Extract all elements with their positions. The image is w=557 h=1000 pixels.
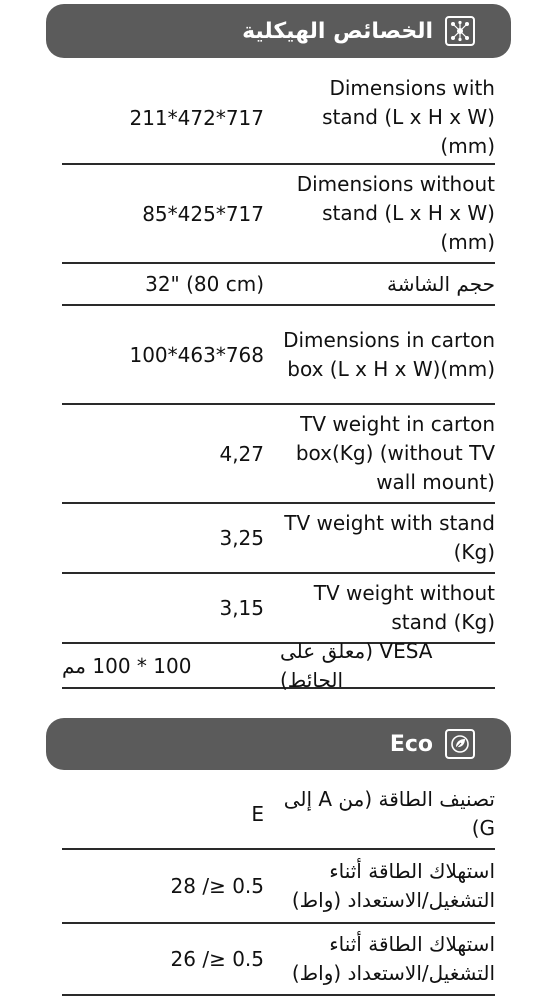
- spec-value: 32" (80 cm): [145, 272, 264, 296]
- spec-label: VESA (معلق على الحائط): [280, 638, 433, 692]
- spec-label: استهلاك الطاقة أثناء التشغيل/الاستعداد (واط): [291, 859, 495, 912]
- eco-title: Eco: [389, 731, 433, 757]
- spec-label: TV weight in carton box(Kg) (without TV wall mount): [295, 412, 495, 494]
- spec-value: 3,15: [219, 596, 264, 620]
- spec-label: تصنيف الطاقة (من A إلى G): [283, 787, 495, 840]
- spec-value: 211*472*717: [129, 105, 264, 130]
- spec-label: TV weight with stand (Kg): [284, 511, 495, 564]
- spec-row: [62, 72, 495, 165]
- spec-value: 4,27: [219, 441, 264, 466]
- spec-value: 26 /≥ 0.5: [170, 947, 264, 971]
- spec-row: [62, 850, 495, 924]
- spec-row: [62, 924, 495, 996]
- spec-value: 28 /≥ 0.5: [170, 874, 264, 898]
- spec-value: 100*463*768: [129, 342, 264, 367]
- structural-spec-table: [62, 72, 495, 692]
- spec-row: [62, 264, 495, 306]
- spec-value: E: [251, 802, 264, 826]
- spec-label: حجم الشاشة: [386, 271, 495, 296]
- spec-label: Dimensions without stand (L x H x W) (mm): [296, 172, 495, 254]
- spec-row: [62, 405, 495, 504]
- spec-label: Dimensions in carton box (L x H x W)(mm): [283, 327, 495, 381]
- spec-label: TV weight without stand (Kg): [313, 581, 495, 634]
- spec-row: [62, 306, 495, 405]
- spec-value: 3,25: [219, 526, 264, 550]
- spec-row: [62, 504, 495, 574]
- spec-value: 85*425*717: [142, 201, 264, 226]
- spec-label: استهلاك الطاقة أثناء التشغيل/الاستعداد (واط): [291, 932, 495, 985]
- structure-icon: [445, 16, 475, 46]
- spec-row: [62, 638, 495, 692]
- eco-leaf-icon: [445, 729, 475, 759]
- spec-row: [62, 574, 495, 644]
- structural-header: [46, 4, 511, 58]
- spec-label: Dimensions with stand (L x H x W) (mm): [322, 76, 495, 158]
- eco-header: [46, 718, 511, 770]
- structural-title: الخصائص الهيكلية: [242, 18, 433, 44]
- spec-row: [62, 165, 495, 264]
- spec-row: [62, 780, 495, 850]
- eco-spec-table: [62, 780, 495, 996]
- spec-value: 100 * 100 مم: [62, 653, 192, 678]
